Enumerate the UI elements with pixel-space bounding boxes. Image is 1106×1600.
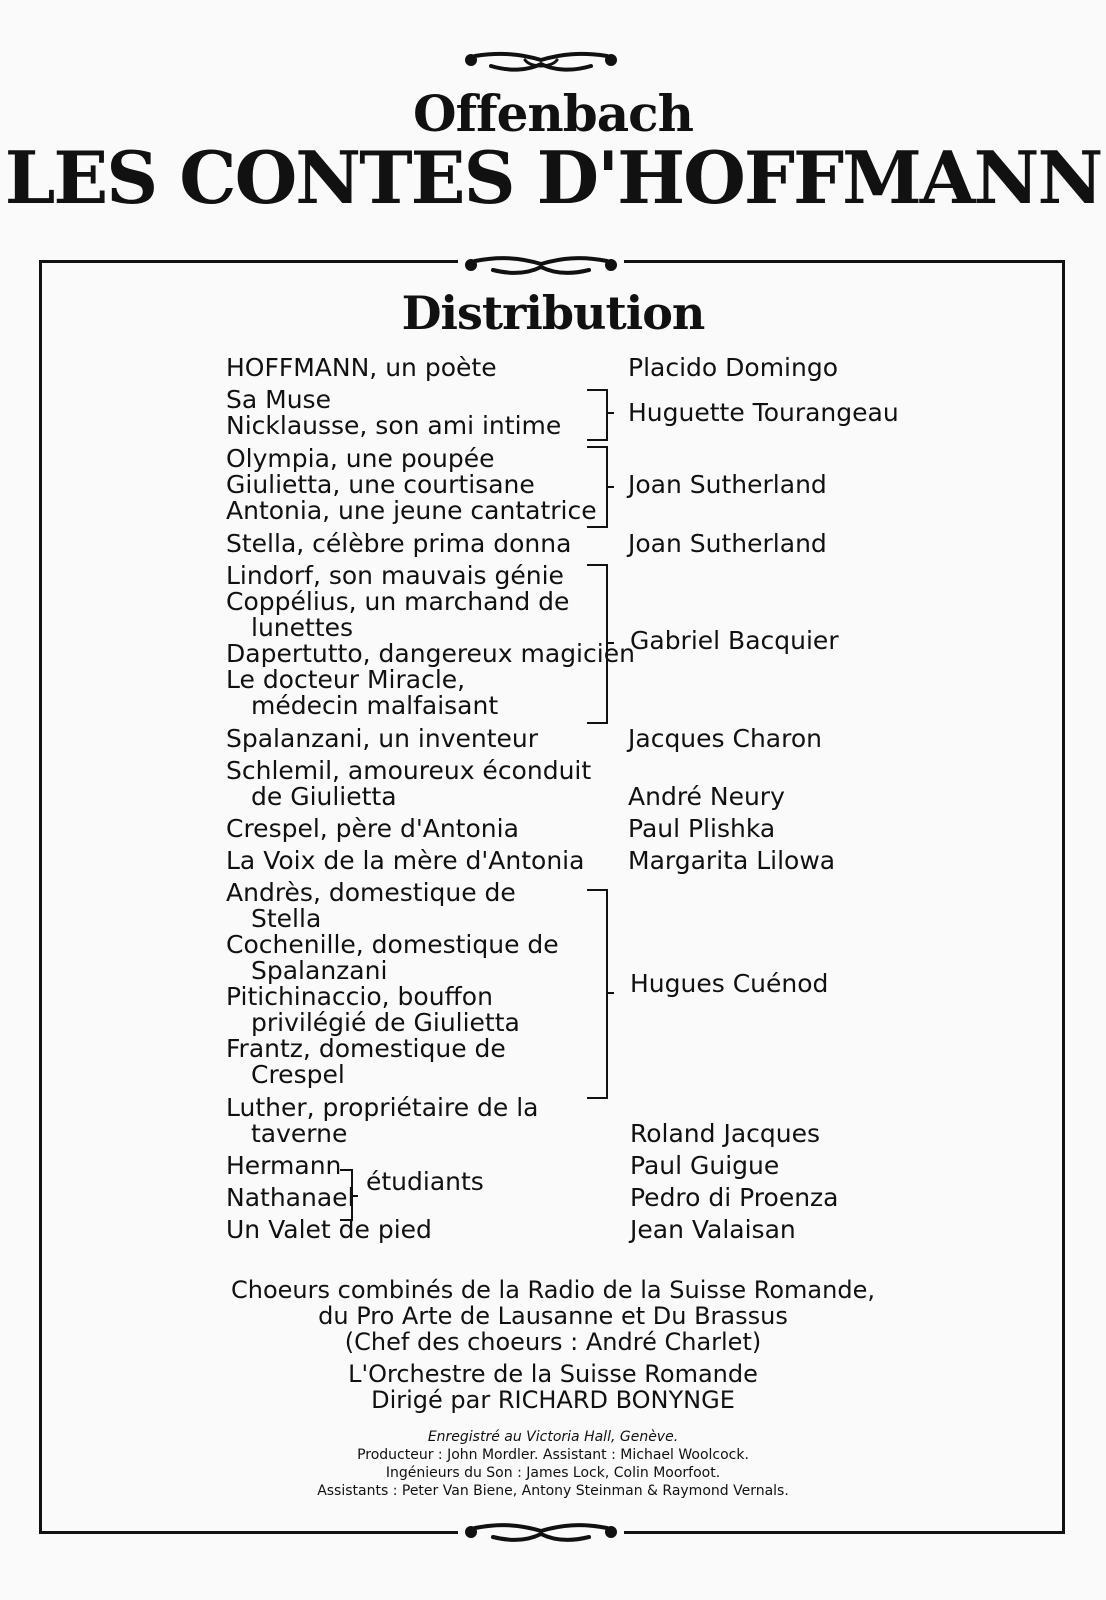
role-line: taverne — [251, 1119, 348, 1148]
choir-line: Choeurs combinés de la Radio de la Suisse Romande, — [231, 1276, 875, 1304]
singer-name: Jacques Charon — [628, 724, 822, 753]
role-line: Schlemil, amoureux éconduit — [226, 756, 592, 785]
role-line: Crespel — [251, 1060, 345, 1089]
role-line: privilégié de Giulietta — [251, 1008, 520, 1037]
role-line: Un Valet de pied — [226, 1215, 432, 1244]
role-line: Hermann — [226, 1151, 342, 1180]
orchestra-line: Dirigé par RICHARD BONYNGE — [371, 1386, 735, 1414]
recording-line: Enregistré au Victoria Hall, Genève. — [427, 1429, 679, 1445]
singer-name: Gabriel Bacquier — [630, 626, 839, 655]
role-line: Lindorf, son mauvais génie — [226, 561, 564, 590]
recording-line: Ingénieurs du Son : James Lock, Colin Moorfoot. — [385, 1465, 721, 1481]
role-line: Spalanzani — [251, 956, 388, 985]
role-line: Cochenille, domestique de — [226, 930, 559, 959]
role-line: Andrès, domestique de — [226, 878, 516, 907]
role-line: Luther, propriétaire de la — [226, 1093, 539, 1122]
recording-line: Assistants : Peter Van Biene, Antony Steinman & Raymond Vernals. — [317, 1483, 789, 1499]
role-line: La Voix de la mère d'Antonia — [226, 846, 585, 875]
role-line: Pitichinaccio, bouffon — [226, 982, 493, 1011]
role-line: Nathanael — [226, 1183, 355, 1212]
singer-name: Roland Jacques — [630, 1119, 821, 1148]
role-line: Antonia, une jeune cantatrice — [226, 496, 597, 525]
role-line: Crespel, père d'Antonia — [226, 814, 519, 843]
role-line: de Giulietta — [251, 782, 397, 811]
flourish-ornament-icon — [0, 0, 1106, 90]
role-line: lunettes — [251, 613, 354, 642]
role-line: Sa Muse — [226, 385, 331, 414]
role-line: Stella — [251, 904, 322, 933]
choir-line: du Pro Arte de Lausanne et Du Brassus — [318, 1302, 788, 1330]
singer-name: Joan Sutherland — [628, 470, 827, 499]
role-line: HOFFMANN, un poète — [226, 353, 497, 382]
role-line: Spalanzani, un inventeur — [226, 724, 539, 753]
singer-name: André Neury — [628, 782, 785, 811]
role-line: médecin malfaisant — [251, 691, 499, 720]
singer-name: Joan Sutherland — [628, 529, 827, 558]
singer-name: Pedro di Proenza — [630, 1183, 839, 1212]
role-line: Dapertutto, dangereux magicien — [226, 639, 635, 668]
singer-name: Jean Valaisan — [630, 1215, 796, 1244]
singer-name: Margarita Lilowa — [628, 846, 836, 875]
opera-title: LES CONTES D'HOFFMANN — [4, 135, 1102, 220]
distribution-heading: Distribution — [401, 286, 705, 340]
singer-name: Hugues Cuénod — [630, 969, 829, 998]
orchestra-line: L'Orchestre de la Suisse Romande — [348, 1360, 758, 1388]
choir-line: (Chef des choeurs : André Charlet) — [344, 1328, 762, 1356]
role-line: Frantz, domestique de — [226, 1034, 506, 1063]
role-line: Le docteur Miracle, — [226, 665, 466, 694]
singer-name: Huguette Tourangeau — [628, 398, 899, 427]
role-line: Giulietta, une courtisane — [226, 470, 535, 499]
recording-line: Producteur : John Mordler. Assistant : Michael Woolcock. — [357, 1447, 749, 1463]
singer-name: Placido Domingo — [628, 353, 838, 382]
composer-name: Offenbach — [413, 84, 693, 143]
role-line: Stella, célèbre prima donna — [226, 529, 572, 558]
role-line: Nicklausse, son ami intime — [226, 411, 562, 440]
role-line: Coppélius, un marchand de — [226, 587, 570, 616]
role-line: Olympia, une poupée — [226, 444, 495, 473]
singer-name: Paul Plishka — [628, 814, 776, 843]
students-label: étudiants — [366, 1167, 484, 1196]
singer-name: Paul Guigue — [630, 1151, 780, 1180]
